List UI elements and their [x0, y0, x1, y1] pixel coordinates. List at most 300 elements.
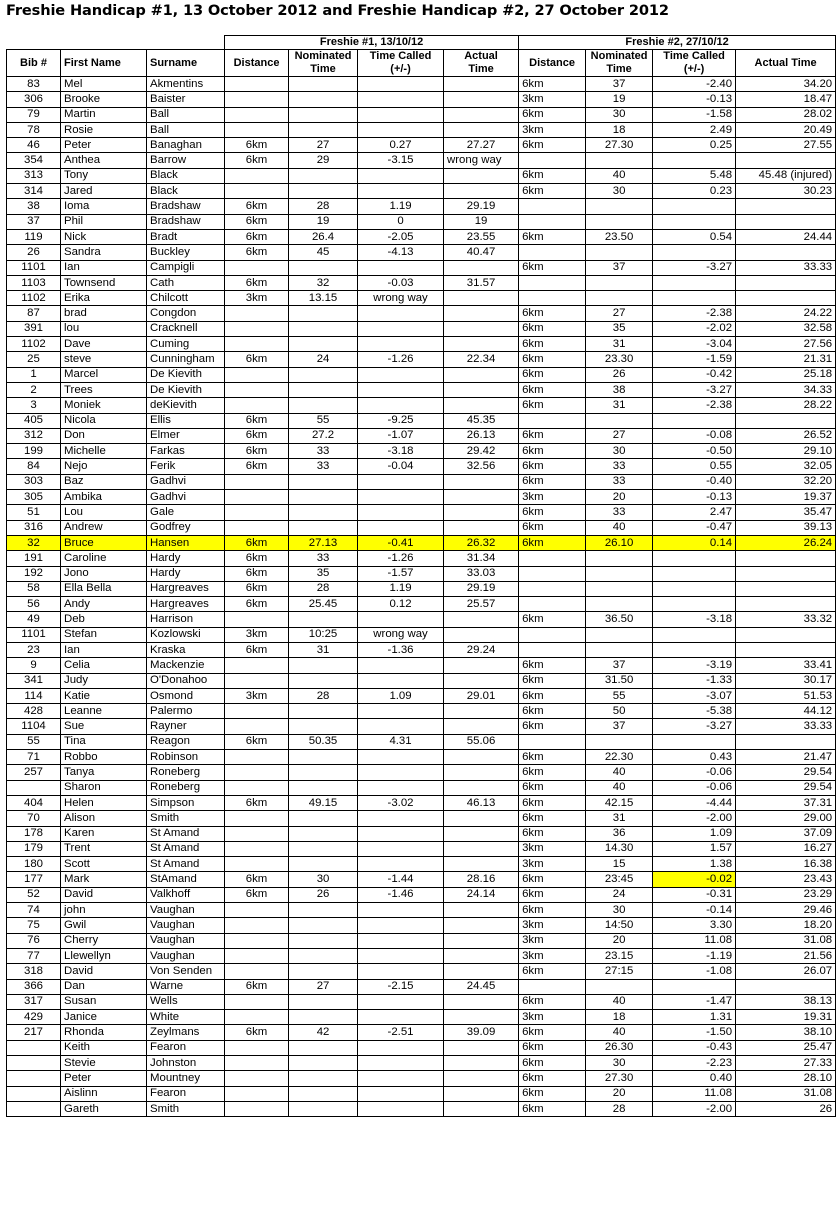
- cell-nominated-2: [586, 291, 653, 306]
- cell-nominated-1: [289, 382, 358, 397]
- cell-surname: Bradshaw: [147, 199, 225, 214]
- cell-bib: 428: [7, 704, 61, 719]
- cell-distance-1: [225, 490, 289, 505]
- cell-time-called-2: 0.54: [653, 229, 736, 244]
- cell-actual-2: 38.10: [736, 1025, 836, 1040]
- header-spacer: [7, 36, 225, 50]
- cell-nominated-2: 40: [586, 780, 653, 795]
- cell-bib: 405: [7, 413, 61, 428]
- table-row: [7, 826, 836, 841]
- cell-distance-2: [519, 642, 586, 657]
- cell-nominated-2: 33: [586, 505, 653, 520]
- cell-actual-1: 39.09: [444, 1025, 519, 1040]
- cell-distance-1: 6km: [225, 795, 289, 810]
- cell-distance-1: [225, 367, 289, 382]
- cell-actual-2: 19.31: [736, 1010, 836, 1025]
- cell-first-name: David: [61, 964, 147, 979]
- cell-actual-1: [444, 1086, 519, 1101]
- cell-time-called-1: [358, 994, 444, 1009]
- cell-actual-2: [736, 627, 836, 642]
- cell-actual-1: [444, 306, 519, 321]
- cell-nominated-1: [289, 260, 358, 275]
- cell-nominated-1: [289, 964, 358, 979]
- cell-bib: 1101: [7, 627, 61, 642]
- cell-time-called-2: -3.18: [653, 612, 736, 627]
- cell-time-called-2: -1.08: [653, 964, 736, 979]
- cell-nominated-1: [289, 168, 358, 183]
- cell-distance-1: 6km: [225, 153, 289, 168]
- cell-actual-1: 28.16: [444, 872, 519, 887]
- cell-surname: Reagon: [147, 734, 225, 749]
- table-row: [7, 918, 836, 933]
- cell-bib: 37: [7, 214, 61, 229]
- cell-nominated-1: 28: [289, 581, 358, 596]
- cell-nominated-1: [289, 490, 358, 505]
- table-row: [7, 474, 836, 489]
- col-time-called-2: [653, 50, 736, 77]
- cell-bib: 354: [7, 153, 61, 168]
- cell-first-name: Jared: [61, 184, 147, 199]
- cell-bib: 83: [7, 77, 61, 92]
- cell-bib: [7, 1040, 61, 1055]
- cell-first-name: Susan: [61, 994, 147, 1009]
- cell-time-called-2: [653, 413, 736, 428]
- col-time-called-1-l2: (+/-): [390, 63, 411, 75]
- cell-actual-1: 25.57: [444, 597, 519, 612]
- cell-actual-2: 29.54: [736, 765, 836, 780]
- cell-bib: 318: [7, 964, 61, 979]
- cell-time-called-1: [358, 184, 444, 199]
- table-row: [7, 1040, 836, 1055]
- col-surname: Surname: [147, 50, 225, 77]
- cell-distance-2: 6km: [519, 811, 586, 826]
- cell-distance-2: 6km: [519, 872, 586, 887]
- cell-actual-2: 18.47: [736, 92, 836, 107]
- table-row: [7, 765, 836, 780]
- cell-nominated-1: [289, 765, 358, 780]
- cell-time-called-1: -0.41: [358, 535, 444, 550]
- table-row: [7, 398, 836, 413]
- col-distance-2: Distance: [519, 50, 586, 77]
- table-row: [7, 291, 836, 306]
- cell-distance-1: [225, 168, 289, 183]
- cell-first-name: Ian: [61, 642, 147, 657]
- cell-actual-2: 29.10: [736, 444, 836, 459]
- cell-surname: Ferik: [147, 459, 225, 474]
- cell-surname: Wells: [147, 994, 225, 1009]
- cell-first-name: Anthea: [61, 153, 147, 168]
- cell-nominated-2: 40: [586, 168, 653, 183]
- cell-time-called-1: -1.46: [358, 887, 444, 902]
- cell-distance-2: 3km: [519, 841, 586, 856]
- cell-first-name: john: [61, 903, 147, 918]
- cell-time-called-1: wrong way: [358, 627, 444, 642]
- cell-time-called-1: [358, 1040, 444, 1055]
- cell-bib: 78: [7, 122, 61, 137]
- cell-time-called-2: -1.50: [653, 1025, 736, 1040]
- cell-nominated-1: [289, 1056, 358, 1071]
- cell-time-called-1: -2.05: [358, 229, 444, 244]
- cell-bib: 26: [7, 245, 61, 260]
- cell-time-called-1: [358, 903, 444, 918]
- cell-nominated-1: [289, 948, 358, 963]
- cell-nominated-2: 37: [586, 260, 653, 275]
- cell-actual-2: 26.07: [736, 964, 836, 979]
- cell-distance-2: 6km: [519, 459, 586, 474]
- table-row: [7, 673, 836, 688]
- cell-nominated-1: [289, 474, 358, 489]
- cell-time-called-2: -1.47: [653, 994, 736, 1009]
- cell-first-name: Baz: [61, 474, 147, 489]
- cell-nominated-2: 40: [586, 1025, 653, 1040]
- cell-distance-2: [519, 245, 586, 260]
- cell-nominated-2: 30: [586, 1056, 653, 1071]
- cell-first-name: Erika: [61, 291, 147, 306]
- cell-distance-2: 6km: [519, 398, 586, 413]
- cell-actual-2: 27.33: [736, 1056, 836, 1071]
- cell-distance-2: 6km: [519, 903, 586, 918]
- cell-nominated-1: [289, 658, 358, 673]
- cell-time-called-2: -2.38: [653, 398, 736, 413]
- cell-first-name: Rhonda: [61, 1025, 147, 1040]
- cell-distance-2: 6km: [519, 229, 586, 244]
- cell-actual-1: [444, 704, 519, 719]
- cell-distance-1: 6km: [225, 597, 289, 612]
- cell-nominated-2: [586, 275, 653, 290]
- col-nominated-2: [586, 50, 653, 77]
- cell-actual-1: 26.32: [444, 535, 519, 550]
- cell-time-called-1: 1.09: [358, 688, 444, 703]
- cell-time-called-1: [358, 948, 444, 963]
- cell-bib: 404: [7, 795, 61, 810]
- cell-surname: Hargreaves: [147, 581, 225, 596]
- cell-surname: Cunningham: [147, 352, 225, 367]
- cell-surname: Hansen: [147, 535, 225, 550]
- cell-time-called-1: -0.03: [358, 275, 444, 290]
- cell-distance-2: 3km: [519, 122, 586, 137]
- cell-nominated-2: 20: [586, 933, 653, 948]
- cell-distance-1: [225, 719, 289, 734]
- cell-actual-2: [736, 642, 836, 657]
- cell-first-name: Moniek: [61, 398, 147, 413]
- cell-bib: 52: [7, 887, 61, 902]
- cell-first-name: Karen: [61, 826, 147, 841]
- col-nominated-1-l2: Time: [310, 63, 336, 75]
- col-actual-1-l2: Time: [468, 63, 494, 75]
- cell-nominated-2: 42.15: [586, 795, 653, 810]
- cell-actual-1: 32.56: [444, 459, 519, 474]
- cell-surname: Vaughan: [147, 933, 225, 948]
- cell-time-called-2: 3.30: [653, 918, 736, 933]
- cell-nominated-2: 37: [586, 719, 653, 734]
- cell-surname: Smith: [147, 811, 225, 826]
- cell-actual-2: [736, 214, 836, 229]
- cell-nominated-1: [289, 612, 358, 627]
- cell-distance-2: 6km: [519, 704, 586, 719]
- cell-distance-2: [519, 734, 586, 749]
- cell-distance-1: 6km: [225, 245, 289, 260]
- cell-nominated-1: [289, 750, 358, 765]
- cell-nominated-1: [289, 1071, 358, 1086]
- table-row: [7, 214, 836, 229]
- table-row: [7, 428, 836, 443]
- cell-time-called-2: 2.47: [653, 505, 736, 520]
- cell-bib: 1104: [7, 719, 61, 734]
- cell-time-called-2: [653, 245, 736, 260]
- cell-distance-2: 6km: [519, 367, 586, 382]
- cell-time-called-1: [358, 77, 444, 92]
- cell-surname: De Kievith: [147, 382, 225, 397]
- cell-distance-1: 3km: [225, 627, 289, 642]
- cell-actual-1: [444, 92, 519, 107]
- cell-time-called-2: [653, 291, 736, 306]
- cell-time-called-1: [358, 750, 444, 765]
- cell-actual-2: [736, 245, 836, 260]
- cell-actual-1: [444, 1071, 519, 1086]
- cell-nominated-2: 36.50: [586, 612, 653, 627]
- cell-actual-2: 27.55: [736, 138, 836, 153]
- cell-nominated-1: 35: [289, 566, 358, 581]
- cell-actual-1: [444, 826, 519, 841]
- cell-actual-2: 29.00: [736, 811, 836, 826]
- cell-time-called-2: [653, 275, 736, 290]
- cell-actual-2: 31.08: [736, 1086, 836, 1101]
- cell-actual-2: 38.13: [736, 994, 836, 1009]
- cell-time-called-2: -0.06: [653, 765, 736, 780]
- cell-surname: Buckley: [147, 245, 225, 260]
- cell-nominated-1: 26.4: [289, 229, 358, 244]
- cell-surname: Hardy: [147, 566, 225, 581]
- cell-actual-2: 30.23: [736, 184, 836, 199]
- cell-time-called-1: [358, 857, 444, 872]
- table-row: [7, 887, 836, 902]
- cell-time-called-1: [358, 398, 444, 413]
- cell-nominated-2: 20: [586, 1086, 653, 1101]
- cell-bib: 38: [7, 199, 61, 214]
- cell-distance-1: [225, 857, 289, 872]
- cell-first-name: Sharon: [61, 780, 147, 795]
- cell-actual-1: 46.13: [444, 795, 519, 810]
- cell-actual-1: 31.34: [444, 551, 519, 566]
- cell-first-name: Peter: [61, 138, 147, 153]
- cell-first-name: Sue: [61, 719, 147, 734]
- cell-actual-2: 37.31: [736, 795, 836, 810]
- cell-actual-1: [444, 184, 519, 199]
- cell-distance-2: 6km: [519, 107, 586, 122]
- cell-actual-1: 45.35: [444, 413, 519, 428]
- cell-bib: 191: [7, 551, 61, 566]
- cell-actual-1: [444, 490, 519, 505]
- cell-distance-1: [225, 704, 289, 719]
- cell-actual-1: 24.14: [444, 887, 519, 902]
- cell-time-called-2: [653, 979, 736, 994]
- cell-surname: St Amand: [147, 826, 225, 841]
- cell-nominated-1: [289, 857, 358, 872]
- cell-distance-1: 6km: [225, 872, 289, 887]
- table-row: [7, 229, 836, 244]
- cell-surname: Cath: [147, 275, 225, 290]
- cell-distance-1: [225, 994, 289, 1009]
- cell-nominated-2: 26: [586, 367, 653, 382]
- cell-time-called-1: [358, 474, 444, 489]
- cell-nominated-1: [289, 903, 358, 918]
- cell-time-called-1: [358, 122, 444, 137]
- cell-time-called-2: -1.19: [653, 948, 736, 963]
- cell-actual-1: [444, 382, 519, 397]
- cell-actual-1: 27.27: [444, 138, 519, 153]
- cell-first-name: Rosie: [61, 122, 147, 137]
- cell-distance-1: 6km: [225, 138, 289, 153]
- cell-distance-1: [225, 1040, 289, 1055]
- cell-time-called-2: -4.44: [653, 795, 736, 810]
- cell-nominated-1: [289, 826, 358, 841]
- cell-nominated-2: 40: [586, 520, 653, 535]
- cell-time-called-1: -9.25: [358, 413, 444, 428]
- cell-actual-1: [444, 627, 519, 642]
- cell-surname: Mackenzie: [147, 658, 225, 673]
- cell-nominated-2: 37: [586, 77, 653, 92]
- cell-distance-2: 6km: [519, 612, 586, 627]
- cell-bib: 51: [7, 505, 61, 520]
- cell-surname: St Amand: [147, 841, 225, 856]
- cell-nominated-2: [586, 551, 653, 566]
- table-row: [7, 535, 836, 550]
- cell-actual-1: [444, 520, 519, 535]
- cell-surname: Harrison: [147, 612, 225, 627]
- cell-time-called-1: [358, 765, 444, 780]
- cell-time-called-2: -0.50: [653, 444, 736, 459]
- cell-actual-2: 33.32: [736, 612, 836, 627]
- cell-first-name: Helen: [61, 795, 147, 810]
- cell-time-called-2: 0.23: [653, 184, 736, 199]
- cell-nominated-1: 28: [289, 199, 358, 214]
- cell-bib: 313: [7, 168, 61, 183]
- table-row: [7, 367, 836, 382]
- cell-nominated-1: 49.15: [289, 795, 358, 810]
- table-row: [7, 551, 836, 566]
- cell-time-called-2: -3.07: [653, 688, 736, 703]
- cell-nominated-1: 42: [289, 1025, 358, 1040]
- col-time-called-2-l2: (+/-): [683, 63, 705, 75]
- results-table: [6, 35, 836, 1117]
- cell-distance-1: 6km: [225, 642, 289, 657]
- cell-first-name: Celia: [61, 658, 147, 673]
- cell-actual-1: [444, 903, 519, 918]
- cell-distance-2: 6km: [519, 994, 586, 1009]
- cell-nominated-2: 27: [586, 306, 653, 321]
- cell-actual-2: 26: [736, 1101, 836, 1116]
- cell-distance-2: 6km: [519, 1040, 586, 1055]
- cell-distance-2: 6km: [519, 168, 586, 183]
- cell-nominated-1: 45: [289, 245, 358, 260]
- cell-nominated-1: 55: [289, 413, 358, 428]
- cell-time-called-1: wrong way: [358, 291, 444, 306]
- cell-distance-2: 6km: [519, 688, 586, 703]
- cell-nominated-2: [586, 245, 653, 260]
- cell-time-called-2: [653, 627, 736, 642]
- cell-distance-2: [519, 413, 586, 428]
- cell-nominated-1: [289, 77, 358, 92]
- cell-time-called-1: [358, 933, 444, 948]
- cell-time-called-2: -2.00: [653, 811, 736, 826]
- cell-first-name: Judy: [61, 673, 147, 688]
- table-row: [7, 704, 836, 719]
- cell-time-called-2: 0.14: [653, 535, 736, 550]
- cell-actual-2: [736, 199, 836, 214]
- cell-time-called-1: [358, 490, 444, 505]
- cell-nominated-2: 31: [586, 337, 653, 352]
- table-row: [7, 1025, 836, 1040]
- cell-distance-1: 6km: [225, 566, 289, 581]
- cell-nominated-2: 28: [586, 1101, 653, 1116]
- cell-time-called-1: 0.27: [358, 138, 444, 153]
- cell-nominated-2: [586, 153, 653, 168]
- cell-actual-1: [444, 398, 519, 413]
- cell-time-called-1: -3.02: [358, 795, 444, 810]
- table-row: [7, 994, 836, 1009]
- cell-distance-2: [519, 566, 586, 581]
- table-row: [7, 627, 836, 642]
- col-time-called-1: [358, 50, 444, 77]
- cell-nominated-2: 24: [586, 887, 653, 902]
- cell-surname: Gale: [147, 505, 225, 520]
- cell-actual-1: 33.03: [444, 566, 519, 581]
- cell-distance-1: [225, 918, 289, 933]
- cell-nominated-1: [289, 184, 358, 199]
- cell-time-called-1: -1.44: [358, 872, 444, 887]
- cell-time-called-1: -3.18: [358, 444, 444, 459]
- cell-distance-2: [519, 153, 586, 168]
- cell-bib: 366: [7, 979, 61, 994]
- cell-surname: Gadhvi: [147, 474, 225, 489]
- cell-time-called-1: [358, 520, 444, 535]
- cell-time-called-1: -1.26: [358, 352, 444, 367]
- cell-actual-2: 32.05: [736, 459, 836, 474]
- cell-first-name: Bruce: [61, 535, 147, 550]
- cell-time-called-2: -1.33: [653, 673, 736, 688]
- cell-bib: 1103: [7, 275, 61, 290]
- cell-actual-1: 23.55: [444, 229, 519, 244]
- cell-nominated-1: 19: [289, 214, 358, 229]
- cell-nominated-2: 14.30: [586, 841, 653, 856]
- cell-time-called-2: 1.31: [653, 1010, 736, 1025]
- cell-bib: 1102: [7, 337, 61, 352]
- cell-surname: White: [147, 1010, 225, 1025]
- table-row: [7, 505, 836, 520]
- cell-first-name: Aislinn: [61, 1086, 147, 1101]
- cell-nominated-2: 18: [586, 122, 653, 137]
- cell-distance-1: [225, 321, 289, 336]
- cell-distance-1: [225, 780, 289, 795]
- cell-surname: Robinson: [147, 750, 225, 765]
- cell-time-called-2: -2.00: [653, 1101, 736, 1116]
- cell-first-name: Keith: [61, 1040, 147, 1055]
- cell-time-called-2: 1.38: [653, 857, 736, 872]
- cell-distance-1: 6km: [225, 734, 289, 749]
- cell-time-called-2: -3.19: [653, 658, 736, 673]
- cell-first-name: Llewellyn: [61, 948, 147, 963]
- cell-time-called-1: [358, 719, 444, 734]
- cell-distance-2: 6km: [519, 474, 586, 489]
- cell-time-called-1: 0: [358, 214, 444, 229]
- col-actual-1: [444, 50, 519, 77]
- cell-nominated-2: 23:45: [586, 872, 653, 887]
- cell-distance-2: 6km: [519, 306, 586, 321]
- table-row: [7, 612, 836, 627]
- cell-first-name: Caroline: [61, 551, 147, 566]
- cell-first-name: Robbo: [61, 750, 147, 765]
- cell-nominated-2: 40: [586, 765, 653, 780]
